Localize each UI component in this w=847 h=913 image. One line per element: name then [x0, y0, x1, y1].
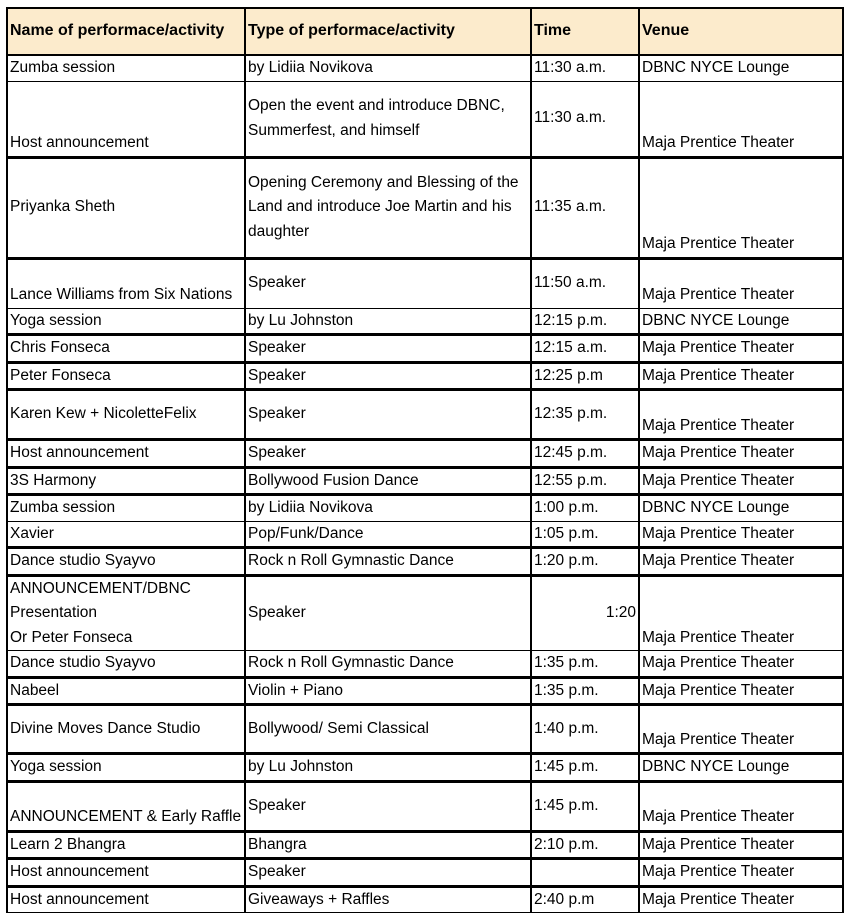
table-row — [7, 308, 843, 335]
cell-venue: Maja Prentice Theater — [639, 705, 843, 754]
cell-type: Open the event and introduce DBNC, Summerfest, and himself — [245, 81, 531, 157]
cell-name: Dance studio Syayvo — [7, 651, 245, 678]
cell-venue: Maja Prentice Theater — [639, 521, 843, 548]
table-row — [7, 157, 843, 258]
cell-type: Giveaways + Raffles — [245, 886, 531, 913]
cell-venue: Maja Prentice Theater — [639, 677, 843, 705]
cell-time: 12:35 p.m. — [531, 390, 639, 440]
cell-name-line: Presentation — [10, 604, 98, 621]
table-row — [7, 258, 843, 308]
cell-time: 12:55 p.m. — [531, 467, 639, 495]
cell-name: Host announcement — [7, 886, 245, 913]
cell-type: by Lidiia Novikova — [245, 55, 531, 81]
header-name: Name of performace/activity — [7, 8, 245, 55]
cell-venue: Maja Prentice Theater — [639, 548, 843, 576]
cell-name: Karen Kew + NicoletteFelix — [7, 390, 245, 440]
cell-type: Bhangra — [245, 831, 531, 859]
table-row — [7, 362, 843, 390]
cell-type: Speaker — [245, 440, 531, 468]
cell-name: Yoga session — [7, 754, 245, 782]
cell-type: Violin + Piano — [245, 677, 531, 705]
table-row — [7, 495, 843, 522]
cell-name: ANNOUNCEMENT & Early Raffle — [7, 781, 245, 831]
cell-time: 1:45 p.m. — [531, 781, 639, 831]
cell-time: 12:15 p.m. — [531, 308, 639, 335]
cell-name: Host announcement — [7, 81, 245, 157]
table-row — [7, 754, 843, 782]
cell-name: Nabeel — [7, 677, 245, 705]
cell-time: 1:35 p.m. — [531, 677, 639, 705]
cell-name — [7, 575, 245, 651]
cell-type: by Lu Johnston — [245, 308, 531, 335]
cell-venue: DBNC NYCE Lounge — [639, 308, 843, 335]
cell-venue: Maja Prentice Theater — [639, 362, 843, 390]
table-row — [7, 55, 843, 81]
cell-name: Zumba session — [7, 55, 245, 81]
table-row — [7, 705, 843, 754]
table-row — [7, 886, 843, 913]
header-venue: Venue — [639, 8, 843, 55]
cell-type: Opening Ceremony and Blessing of the Land and introduce Joe Martin and his daughter — [245, 157, 531, 258]
cell-time: 12:25 p.m — [531, 362, 639, 390]
cell-name: Host announcement — [7, 859, 245, 887]
cell-venue: Maja Prentice Theater — [639, 81, 843, 157]
cell-time: 1:40 p.m. — [531, 705, 639, 754]
cell-name: Peter Fonseca — [7, 362, 245, 390]
cell-type: Pop/Funk/Dance — [245, 521, 531, 548]
cell-name: Learn 2 Bhangra — [7, 831, 245, 859]
cell-type: by Lu Johnston — [245, 754, 531, 782]
header-time: Time — [531, 8, 639, 55]
cell-name: Priyanka Sheth — [7, 157, 245, 258]
cell-name: 3S Harmony — [7, 467, 245, 495]
table-row — [7, 467, 843, 495]
header-type: Type of performace/activity — [245, 8, 531, 55]
cell-type: Speaker — [245, 575, 531, 651]
table-row — [7, 548, 843, 576]
cell-type: Rock n Roll Gymnastic Dance — [245, 651, 531, 678]
cell-type: by Lidiia Novikova — [245, 495, 531, 522]
table-row — [7, 651, 843, 678]
cell-type: Speaker — [245, 390, 531, 440]
cell-venue: DBNC NYCE Lounge — [639, 55, 843, 81]
table-row — [7, 390, 843, 440]
table-row — [7, 831, 843, 859]
cell-time: 12:45 p.m. — [531, 440, 639, 468]
cell-time: 1:45 p.m. — [531, 754, 639, 782]
cell-time: 1:05 p.m. — [531, 521, 639, 548]
table-row — [7, 781, 843, 831]
table-row — [7, 677, 843, 705]
cell-name: Xavier — [7, 521, 245, 548]
cell-time: 11:35 a.m. — [531, 157, 639, 258]
cell-type: Speaker — [245, 335, 531, 363]
cell-time: 2:10 p.m. — [531, 831, 639, 859]
cell-name: Chris Fonseca — [7, 335, 245, 363]
table-row — [7, 81, 843, 157]
cell-venue: Maja Prentice Theater — [639, 157, 843, 258]
cell-name: Host announcement — [7, 440, 245, 468]
cell-time: 1:00 p.m. — [531, 495, 639, 522]
cell-venue: DBNC NYCE Lounge — [639, 495, 843, 522]
cell-name: Divine Moves Dance Studio — [7, 705, 245, 754]
cell-venue: Maja Prentice Theater — [639, 335, 843, 363]
cell-type: Bollywood/ Semi Classical — [245, 705, 531, 754]
cell-type: Speaker — [245, 362, 531, 390]
cell-time: 11:30 a.m. — [531, 55, 639, 81]
header-row — [7, 8, 843, 55]
cell-venue: Maja Prentice Theater — [639, 390, 843, 440]
cell-time: 11:50 a.m. — [531, 258, 639, 308]
cell-name: Yoga session — [7, 308, 245, 335]
cell-venue: Maja Prentice Theater — [639, 258, 843, 308]
cell-venue: Maja Prentice Theater — [639, 575, 843, 651]
cell-name: Lance Williams from Six Nations — [7, 258, 245, 308]
cell-time — [531, 859, 639, 887]
cell-name-line: Or Peter Fonseca — [10, 628, 133, 646]
cell-type: Bollywood Fusion Dance — [245, 467, 531, 495]
cell-type: Rock n Roll Gymnastic Dance — [245, 548, 531, 576]
table-row — [7, 575, 843, 651]
cell-venue: Maja Prentice Theater — [639, 886, 843, 913]
table-row — [7, 859, 843, 887]
table-row — [7, 521, 843, 548]
cell-time: 2:40 p.m — [531, 886, 639, 913]
cell-venue: DBNC NYCE Lounge — [639, 754, 843, 782]
schedule-table — [6, 7, 844, 913]
cell-type: Speaker — [245, 781, 531, 831]
cell-type: Speaker — [245, 859, 531, 887]
cell-venue: Maja Prentice Theater — [639, 651, 843, 678]
cell-name: Zumba session — [7, 495, 245, 522]
cell-name-line: ANNOUNCEMENT/DBNC — [10, 579, 191, 597]
cell-time: 1:20 — [531, 575, 639, 651]
cell-venue: Maja Prentice Theater — [639, 831, 843, 859]
cell-venue: Maja Prentice Theater — [639, 859, 843, 887]
cell-venue: Maja Prentice Theater — [639, 781, 843, 831]
table-row — [7, 440, 843, 468]
cell-time: 12:15 a.m. — [531, 335, 639, 363]
cell-name: Dance studio Syayvo — [7, 548, 245, 576]
cell-venue: Maja Prentice Theater — [639, 467, 843, 495]
cell-time: 1:20 p.m. — [531, 548, 639, 576]
cell-time: 1:35 p.m. — [531, 651, 639, 678]
cell-time: 11:30 a.m. — [531, 81, 639, 157]
cell-type: Speaker — [245, 258, 531, 308]
cell-venue: Maja Prentice Theater — [639, 440, 843, 468]
table-row — [7, 335, 843, 363]
